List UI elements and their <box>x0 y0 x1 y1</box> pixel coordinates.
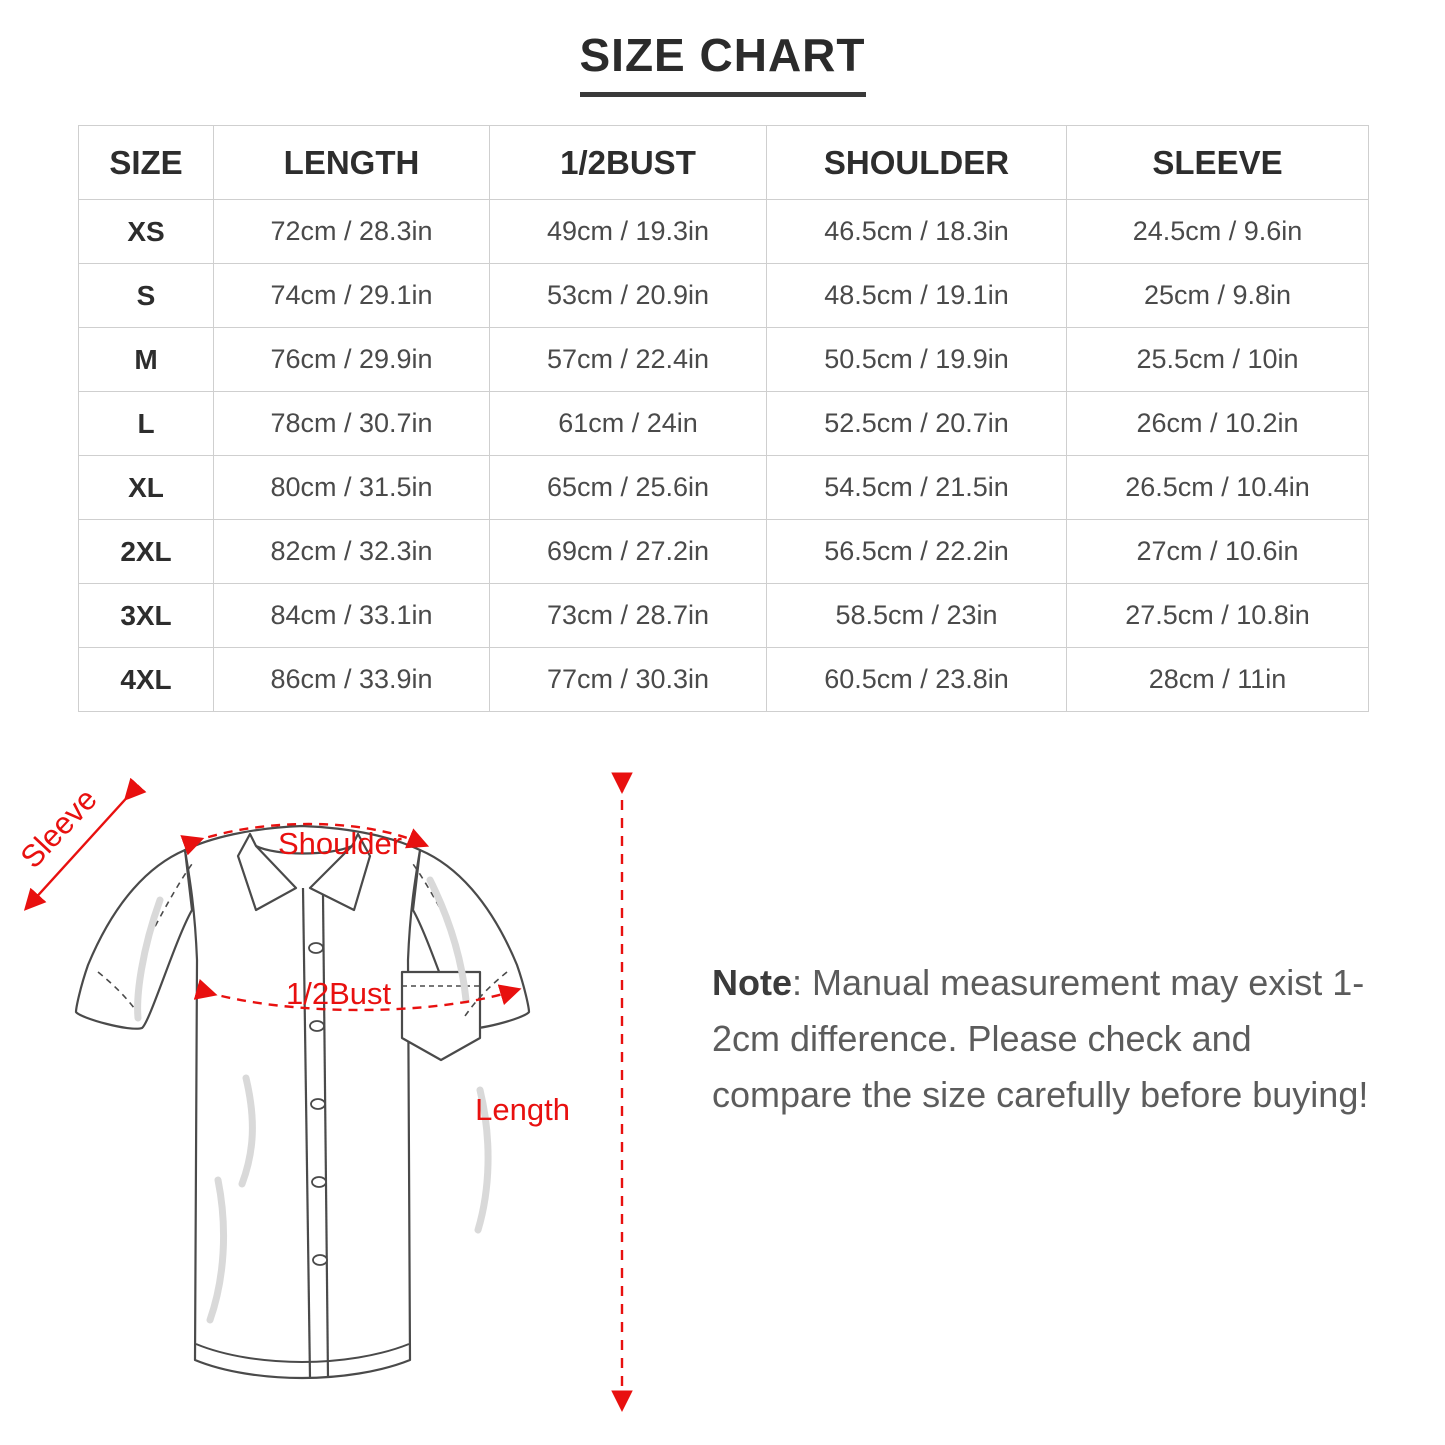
cell-length: 78cm / 30.7in <box>214 392 490 456</box>
cell-size: L <box>79 392 214 456</box>
cell-sleeve: 28cm / 11in <box>1067 648 1369 712</box>
cell-size: 2XL <box>79 520 214 584</box>
column-header-shoulder: SHOULDER <box>767 126 1067 200</box>
column-header-size: SIZE <box>79 126 214 200</box>
cell-shoulder: 56.5cm / 22.2in <box>767 520 1067 584</box>
table-row <box>79 200 1369 264</box>
cell-size: M <box>79 328 214 392</box>
cell-length: 72cm / 28.3in <box>214 200 490 264</box>
cell-length: 82cm / 32.3in <box>214 520 490 584</box>
shirt-illustration <box>76 826 529 1420</box>
cell-bust: 65cm / 25.6in <box>490 456 767 520</box>
cell-shoulder: 58.5cm / 23in <box>767 584 1067 648</box>
note-block <box>712 955 1372 1122</box>
page-title: SIZE CHART <box>580 28 866 97</box>
cell-size: XL <box>79 456 214 520</box>
cell-bust: 49cm / 19.3in <box>490 200 767 264</box>
size-table-wrapper <box>78 125 1368 712</box>
cell-sleeve: 26cm / 10.2in <box>1067 392 1369 456</box>
cell-bust: 53cm / 20.9in <box>490 264 767 328</box>
cell-length: 86cm / 33.9in <box>214 648 490 712</box>
table-body <box>79 200 1369 712</box>
table-row <box>79 328 1369 392</box>
table-row <box>79 456 1369 520</box>
cell-size: XS <box>79 200 214 264</box>
cell-bust: 73cm / 28.7in <box>490 584 767 648</box>
cell-shoulder: 60.5cm / 23.8in <box>767 648 1067 712</box>
cell-shoulder: 50.5cm / 19.9in <box>767 328 1067 392</box>
cell-shoulder: 52.5cm / 20.7in <box>767 392 1067 456</box>
cell-size: 3XL <box>79 584 214 648</box>
measurement-diagram <box>10 760 710 1420</box>
cell-size: 4XL <box>79 648 214 712</box>
cell-bust: 57cm / 22.4in <box>490 328 767 392</box>
cell-length: 84cm / 33.1in <box>214 584 490 648</box>
cell-bust: 69cm / 27.2in <box>490 520 767 584</box>
cell-shoulder: 48.5cm / 19.1in <box>767 264 1067 328</box>
cell-length: 76cm / 29.9in <box>214 328 490 392</box>
label-length: Length <box>475 1092 570 1127</box>
cell-length: 74cm / 29.1in <box>214 264 490 328</box>
note-separator: : <box>792 962 813 1003</box>
table-row <box>79 520 1369 584</box>
table-row <box>79 264 1369 328</box>
cell-sleeve: 25.5cm / 10in <box>1067 328 1369 392</box>
cell-shoulder: 46.5cm / 18.3in <box>767 200 1067 264</box>
table-header <box>79 126 1369 200</box>
cell-sleeve: 26.5cm / 10.4in <box>1067 456 1369 520</box>
size-table <box>78 125 1369 712</box>
table-row <box>79 392 1369 456</box>
page-title-wrapper <box>0 28 1445 97</box>
cell-sleeve: 27.5cm / 10.8in <box>1067 584 1369 648</box>
cell-sleeve: 27cm / 10.6in <box>1067 520 1369 584</box>
cell-sleeve: 25cm / 9.8in <box>1067 264 1369 328</box>
cell-bust: 77cm / 30.3in <box>490 648 767 712</box>
note-prefix: Note <box>712 962 792 1003</box>
label-shoulder: Shoulder <box>278 826 403 861</box>
table-row <box>79 648 1369 712</box>
cell-length: 80cm / 31.5in <box>214 456 490 520</box>
note-text: Manual measurement may exist 1-2cm difference. Please check and compare the size carefully before buying! <box>712 962 1369 1115</box>
table-header-row <box>79 126 1369 200</box>
table-row <box>79 584 1369 648</box>
cell-sleeve: 24.5cm / 9.6in <box>1067 200 1369 264</box>
column-header-length: LENGTH <box>214 126 490 200</box>
column-header-sleeve: SLEEVE <box>1067 126 1369 200</box>
cell-size: S <box>79 264 214 328</box>
label-sleeve: Sleeve <box>13 781 104 875</box>
cell-bust: 61cm / 24in <box>490 392 767 456</box>
cell-shoulder: 54.5cm / 21.5in <box>767 456 1067 520</box>
column-header-bust: 1/2BUST <box>490 126 767 200</box>
label-half-bust: 1/2Bust <box>286 976 392 1011</box>
